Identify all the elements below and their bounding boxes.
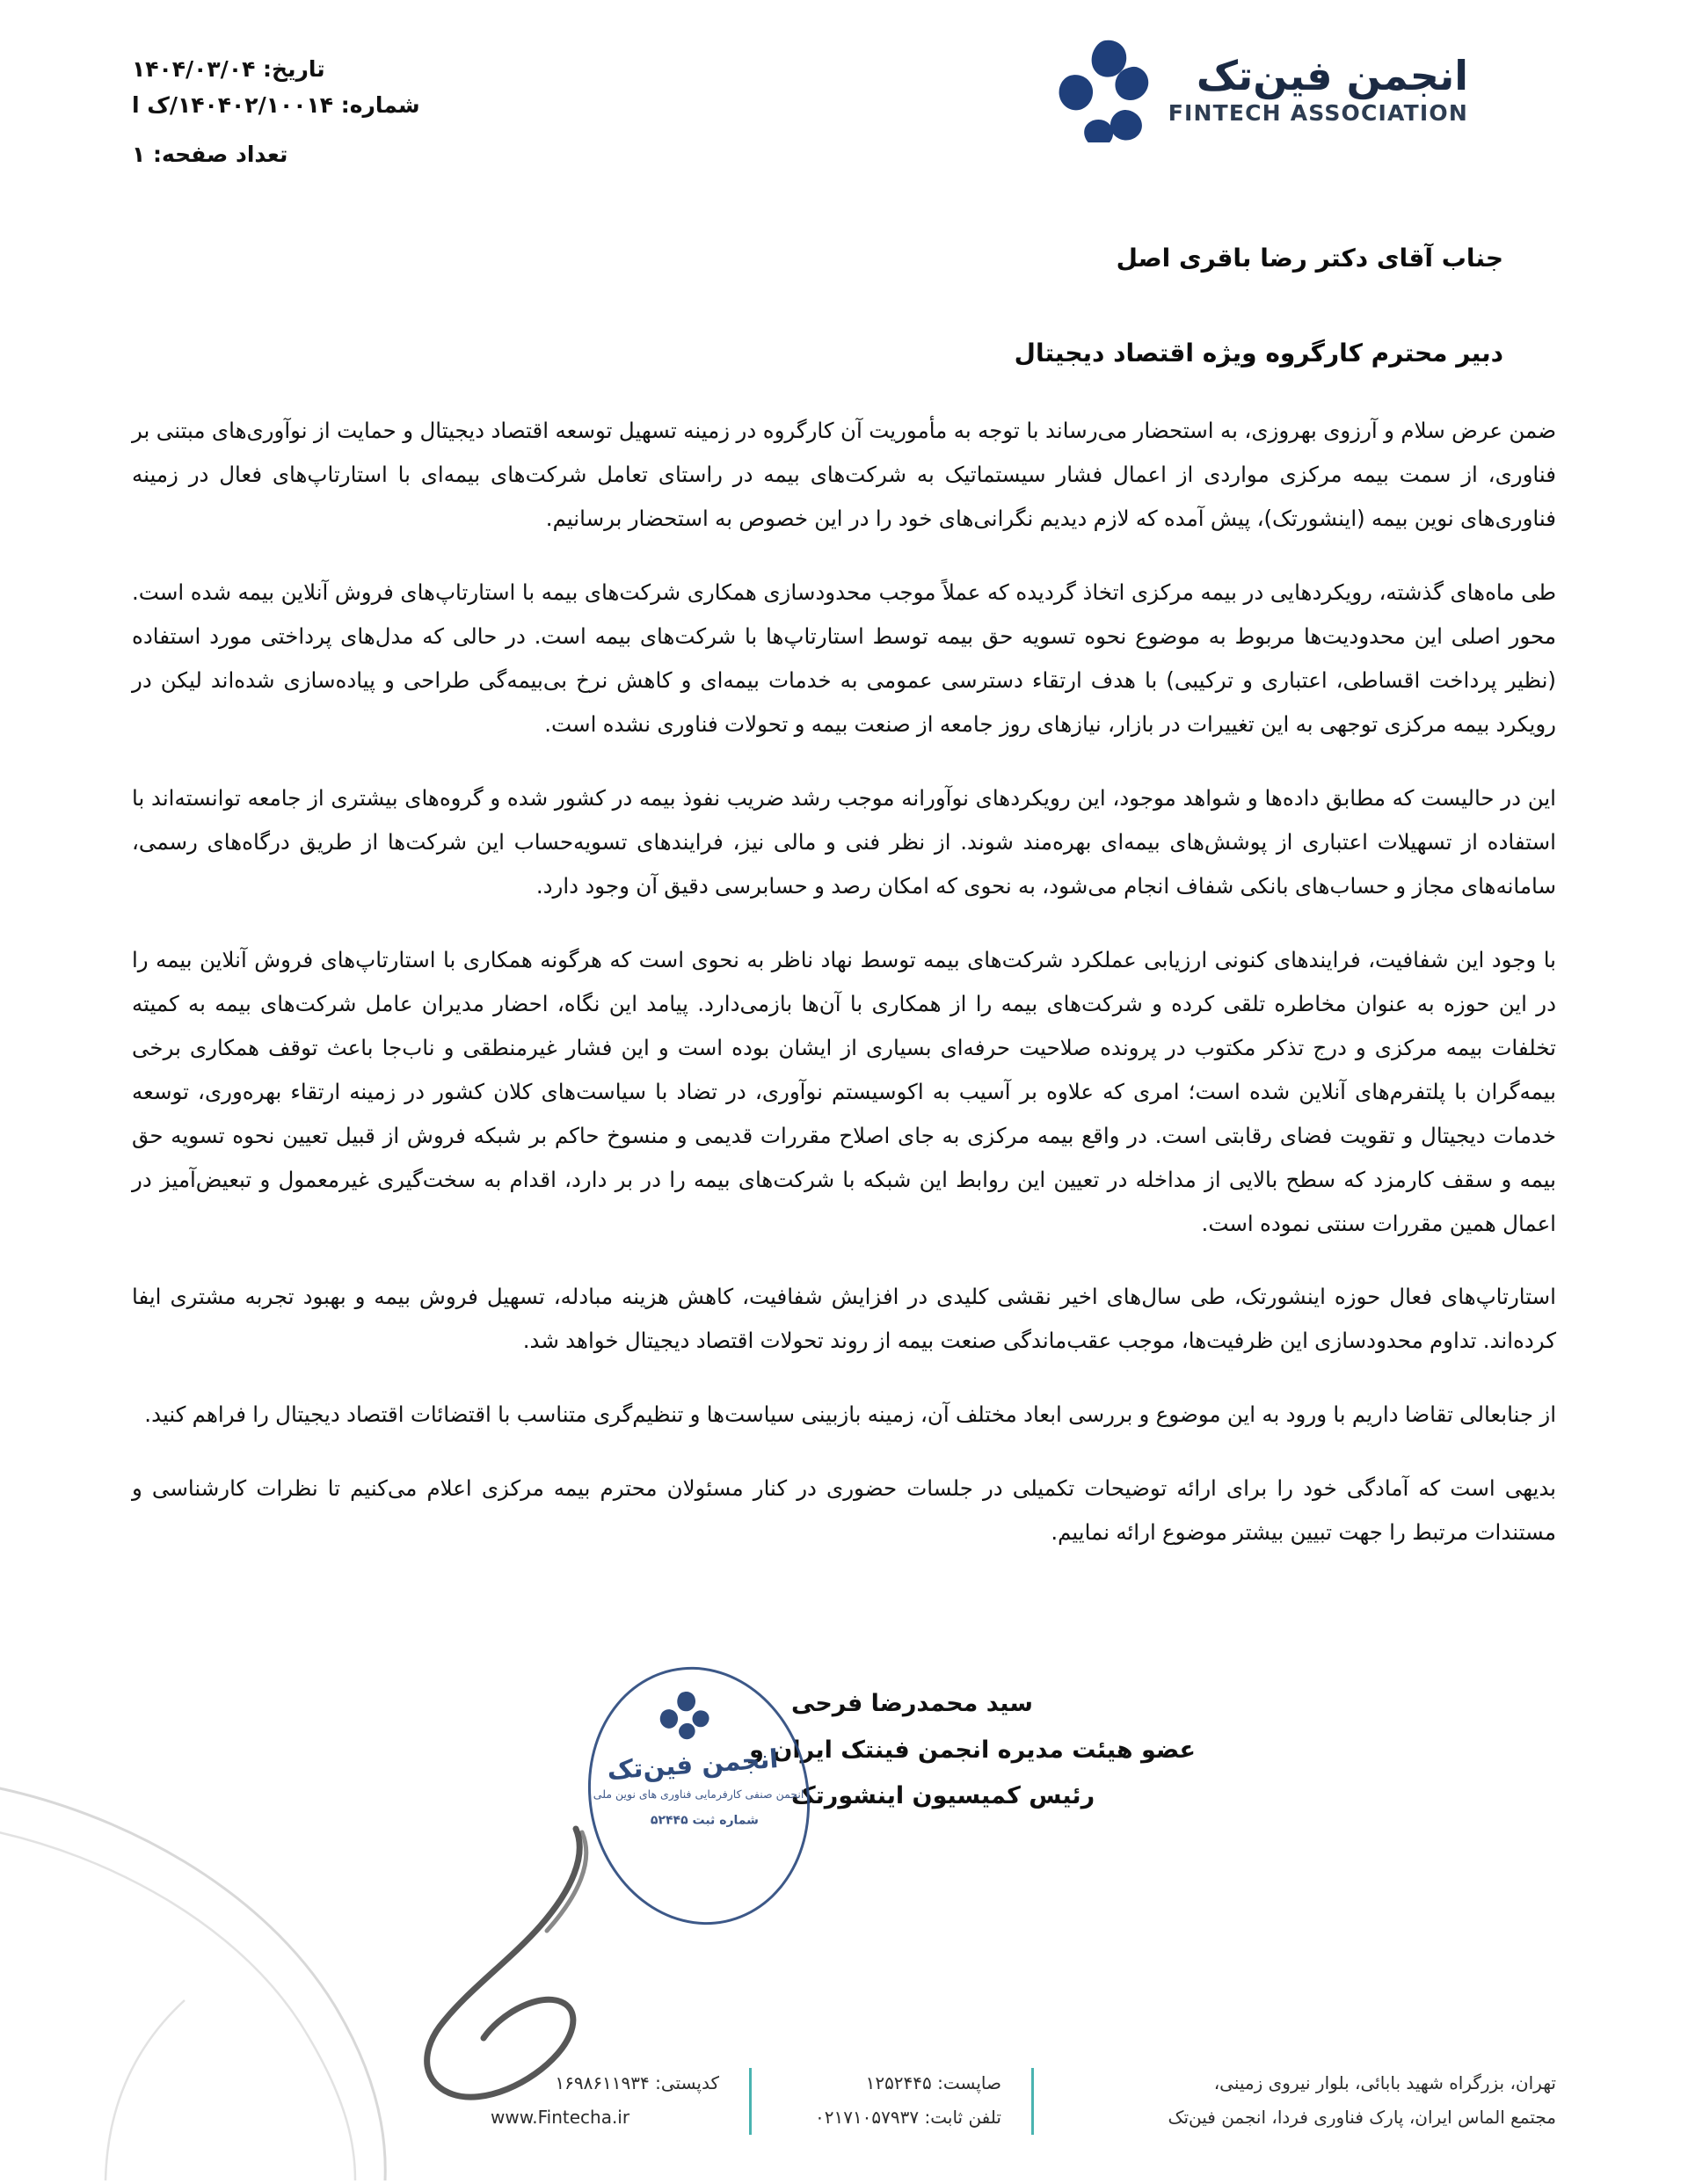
document-page-count: تعداد صفحه: ۱ xyxy=(132,141,288,167)
document-date: تاریخ: ۱۴۰۴/۰۳/۰۴ xyxy=(132,56,325,82)
body-paragraph: ضمن عرض سلام و آرزوی بهروزی، به استحضار می‌رساند با توجه به مأموریت آن کارگروه در زمینه تسهیل توسعه اقتصاد دیجیتال و حمایت از نوآوری‌های مبتنی بر فناوری، از سمت بیمه مرکزی مواردی از اعمال فشار سیستماتیک به شرکت‌های بیمه در راستای تعامل شرکت‌های بیمه‌ای با استارتاپ‌های فعال در زمینه فناوری‌های نوین بیمه (اینشورتک)، پیش آمده که لازم دیدیم نگرانی‌های خود را در این خصوص به استحضار برسانیم. xyxy=(132,418,1556,531)
footer-address-line-1: تهران، بزرگراه شهید بابائی، بلوار نیروی زمینی، xyxy=(1213,2072,1556,2093)
logo-title-en: FINTECH ASSOCIATION xyxy=(1168,100,1468,127)
signature-block xyxy=(749,1681,1196,1820)
letter-footer xyxy=(132,2066,1556,2135)
footer-postal-code: کدپستی: ۱۶۹۸۶۱۱۹۳۴ xyxy=(555,2072,719,2093)
letter-header xyxy=(0,0,1688,202)
recipient-name: جناب آقای دکتر رضا باقری اصل xyxy=(1116,244,1503,273)
footer-divider xyxy=(1031,2068,1034,2135)
signatory-title-line-1: عضو هیئت مدیره انجمن فینتک ایران و xyxy=(749,1736,1196,1764)
stamp-petal-logo-icon xyxy=(644,1685,722,1752)
body-paragraph: از جنابعالی تقاضا داریم با ورود به این موضوع و بررسی ابعاد مختلف آن، زمینه بازبینی سیاست‌ها و تنظیم‌گری متناسب با اقتضائات اقتصاد دیجیتال را فراهم کنید. xyxy=(144,1401,1556,1428)
footer-contact xyxy=(752,2066,1031,2135)
signatory-name: سید محمدرضا فرحی xyxy=(791,1690,1033,1717)
signatory-title-line-2: رئیس کمیسیون اینشورتک xyxy=(791,1782,1095,1810)
logo-text-group xyxy=(1168,51,1468,127)
logo-title-fa: انجمن فین‌تک xyxy=(1196,51,1468,99)
document-meta xyxy=(132,51,501,172)
footer-address xyxy=(1034,2066,1556,2135)
footer-sapost: صاپست: ۱۲۵۲۴۴۵ xyxy=(865,2072,1001,2093)
organization-logo xyxy=(1047,37,1468,142)
footer-phone: تلفن ثابت: ۰۲۱۷۱۰۵۷۹۳۷ xyxy=(814,2107,1001,2128)
body-paragraph: استارتاپ‌های فعال حوزه اینشورتک، طی سال‌های اخیر نقشی کلیدی در افزایش شفافیت، کاهش هزینه مبادله، تسهیل فروش بیمه و بهبود تجربه مشتری ایفا کرده‌اند. تداوم محدودسازی این ظرفیت‌ها، موجب عقب‌ماندگی صنعت بیمه از روند تحولات اقتصاد دیجیتال خواهد شد. xyxy=(132,1284,1556,1354)
footer-website-link[interactable]: www.Fintecha.ir xyxy=(491,2107,630,2128)
footer-web xyxy=(461,2066,749,2135)
letter-body xyxy=(132,409,1556,1554)
body-paragraph: بدیهی است که آمادگی خود را برای ارائه توضیحات تکمیلی در جلسات حضوری در کنار مسئولان محترم بیمه مرکزی اعلام می‌کنیم تا نظرات کارشناسی و مستندات مرتبط را جهت تبیین بیشتر موضوع ارائه نماییم. xyxy=(132,1475,1556,1546)
footer-divider xyxy=(749,2068,752,2135)
stamp-title: انجمن فین‌تک xyxy=(606,1744,779,1786)
body-paragraph: طی ماه‌های گذشته، رویکردهایی در بیمه مرکزی اتخاذ گردیده که عملاً موجب محدودسازی همکاری شرکت‌های بیمه با استارتاپ‌های فروش آنلاین بیمه شده است. محور اصلی این محدودیت‌ها مربوط به موضوع نحوه تسویه حق بیمه توسط استارتاپ‌ها با شرکت‌های بیمه است. در حالی که مدل‌های پرداختی مورد استفاده (نظیر پرداخت اقساطی، اعتباری و ترکیبی) با هدف ارتقاء دسترسی عمومی به خدمات بیمه‌ای و کاهش نرخ بی‌بیمه‌گی طراحی و پیاده‌سازی شده‌اند لیکن در رویکرد بیمه مرکزی توجهی به این تغییرات در بازار، نیازهای روز جامعه از صنعت بیمه و تحولات فناوری نشده است. xyxy=(132,579,1556,737)
stamp-subtitle: انجمن صنفی کارفرمایی فناوری های نوین ملی xyxy=(593,1787,804,1802)
stamp-registration-number: شماره ثبت ۵۲۴۴۵ xyxy=(650,1813,759,1828)
body-paragraph: این در حالیست که مطابق داده‌ها و شواهد موجود، این رویکردهای نوآورانه موجب رشد ضریب نفوذ بیمه در کشور شده و گروه‌های بیشتری از جامعه توانسته‌اند با استفاده از تسهیلات اعتباری از پوشش‌های بیمه‌ای بهره‌مند شوند. از نظر فنی و مالی نیز، فرایندهای تسویه‌حساب این شرکت‌ها از طریق درگاه‌های رسمی، سامانه‌های مجاز و حساب‌های بانکی شفاف انجام می‌شود، به نحوی که امکان رصد و حسابرسی دقیق آن وجود دارد. xyxy=(132,784,1556,899)
footer-address-line-2: مجتمع الماس ایران، پارک فناوری فردا، انجمن فین‌تک xyxy=(1168,2107,1556,2128)
recipient-title-block xyxy=(185,334,1503,374)
document-number: شماره: ۱۴۰۴۰۲/۱۰۰۱۴/ک ا xyxy=(132,92,420,119)
recipient-title: دبیر محترم کارگروه ویژه اقتصاد دیجیتال xyxy=(1014,339,1503,368)
body-paragraph: با وجود این شفافیت، فرایندهای کنونی ارزیابی عملکرد شرکت‌های بیمه توسط نهاد ناظر به نحوی است که هرگونه همکاری با استارتاپ‌های فروش آنلاین بیمه را در این حوزه به عنوان مخاطره تلقی کرده و شرکت‌های بیمه را از همکاری با آن‌ها بازمی‌دارد. پیامد این نگاه، احضار مدیران عامل شرکت‌های بیمه به کمیته تخلفات بیمه مرکزی و درج تذکر مکتوب در پرونده صلاحیت حرفه‌ای بسیاری از ایشان بوده است و این فشار غیرمنطقی و ناب‌جا باعث توقف همکاری برخی بیمه‌گران با پلتفرم‌های آنلاین شده است؛ امری که علاوه بر آسیب به اکوسیستم نوآوری، در تضاد با سیاست‌های کلان کشور در زمینه ارتقاء بهره‌وری، توسعه خدمات دیجیتال و تقویت فضای رقابتی است. در واقع بیمه مرکزی به جای اصلاح مقررات قدیمی و منسوخ حاکم بر شبکه فروش از قبیل تعیین نحوه تسویه حق بیمه و سقف کارمزد که سطح بالایی از مداخله در تعیین این روابط این شبکه با شرکت‌های بیمه را در بر دارد، اقدام به سخت‌گیری غیرمعمول و تبعیض‌آمیز در اعمال همین مقررات سنتی نموده است. xyxy=(132,946,1556,1236)
recipient-name-block xyxy=(185,239,1503,279)
fintech-petal-logo-icon xyxy=(1047,37,1153,142)
